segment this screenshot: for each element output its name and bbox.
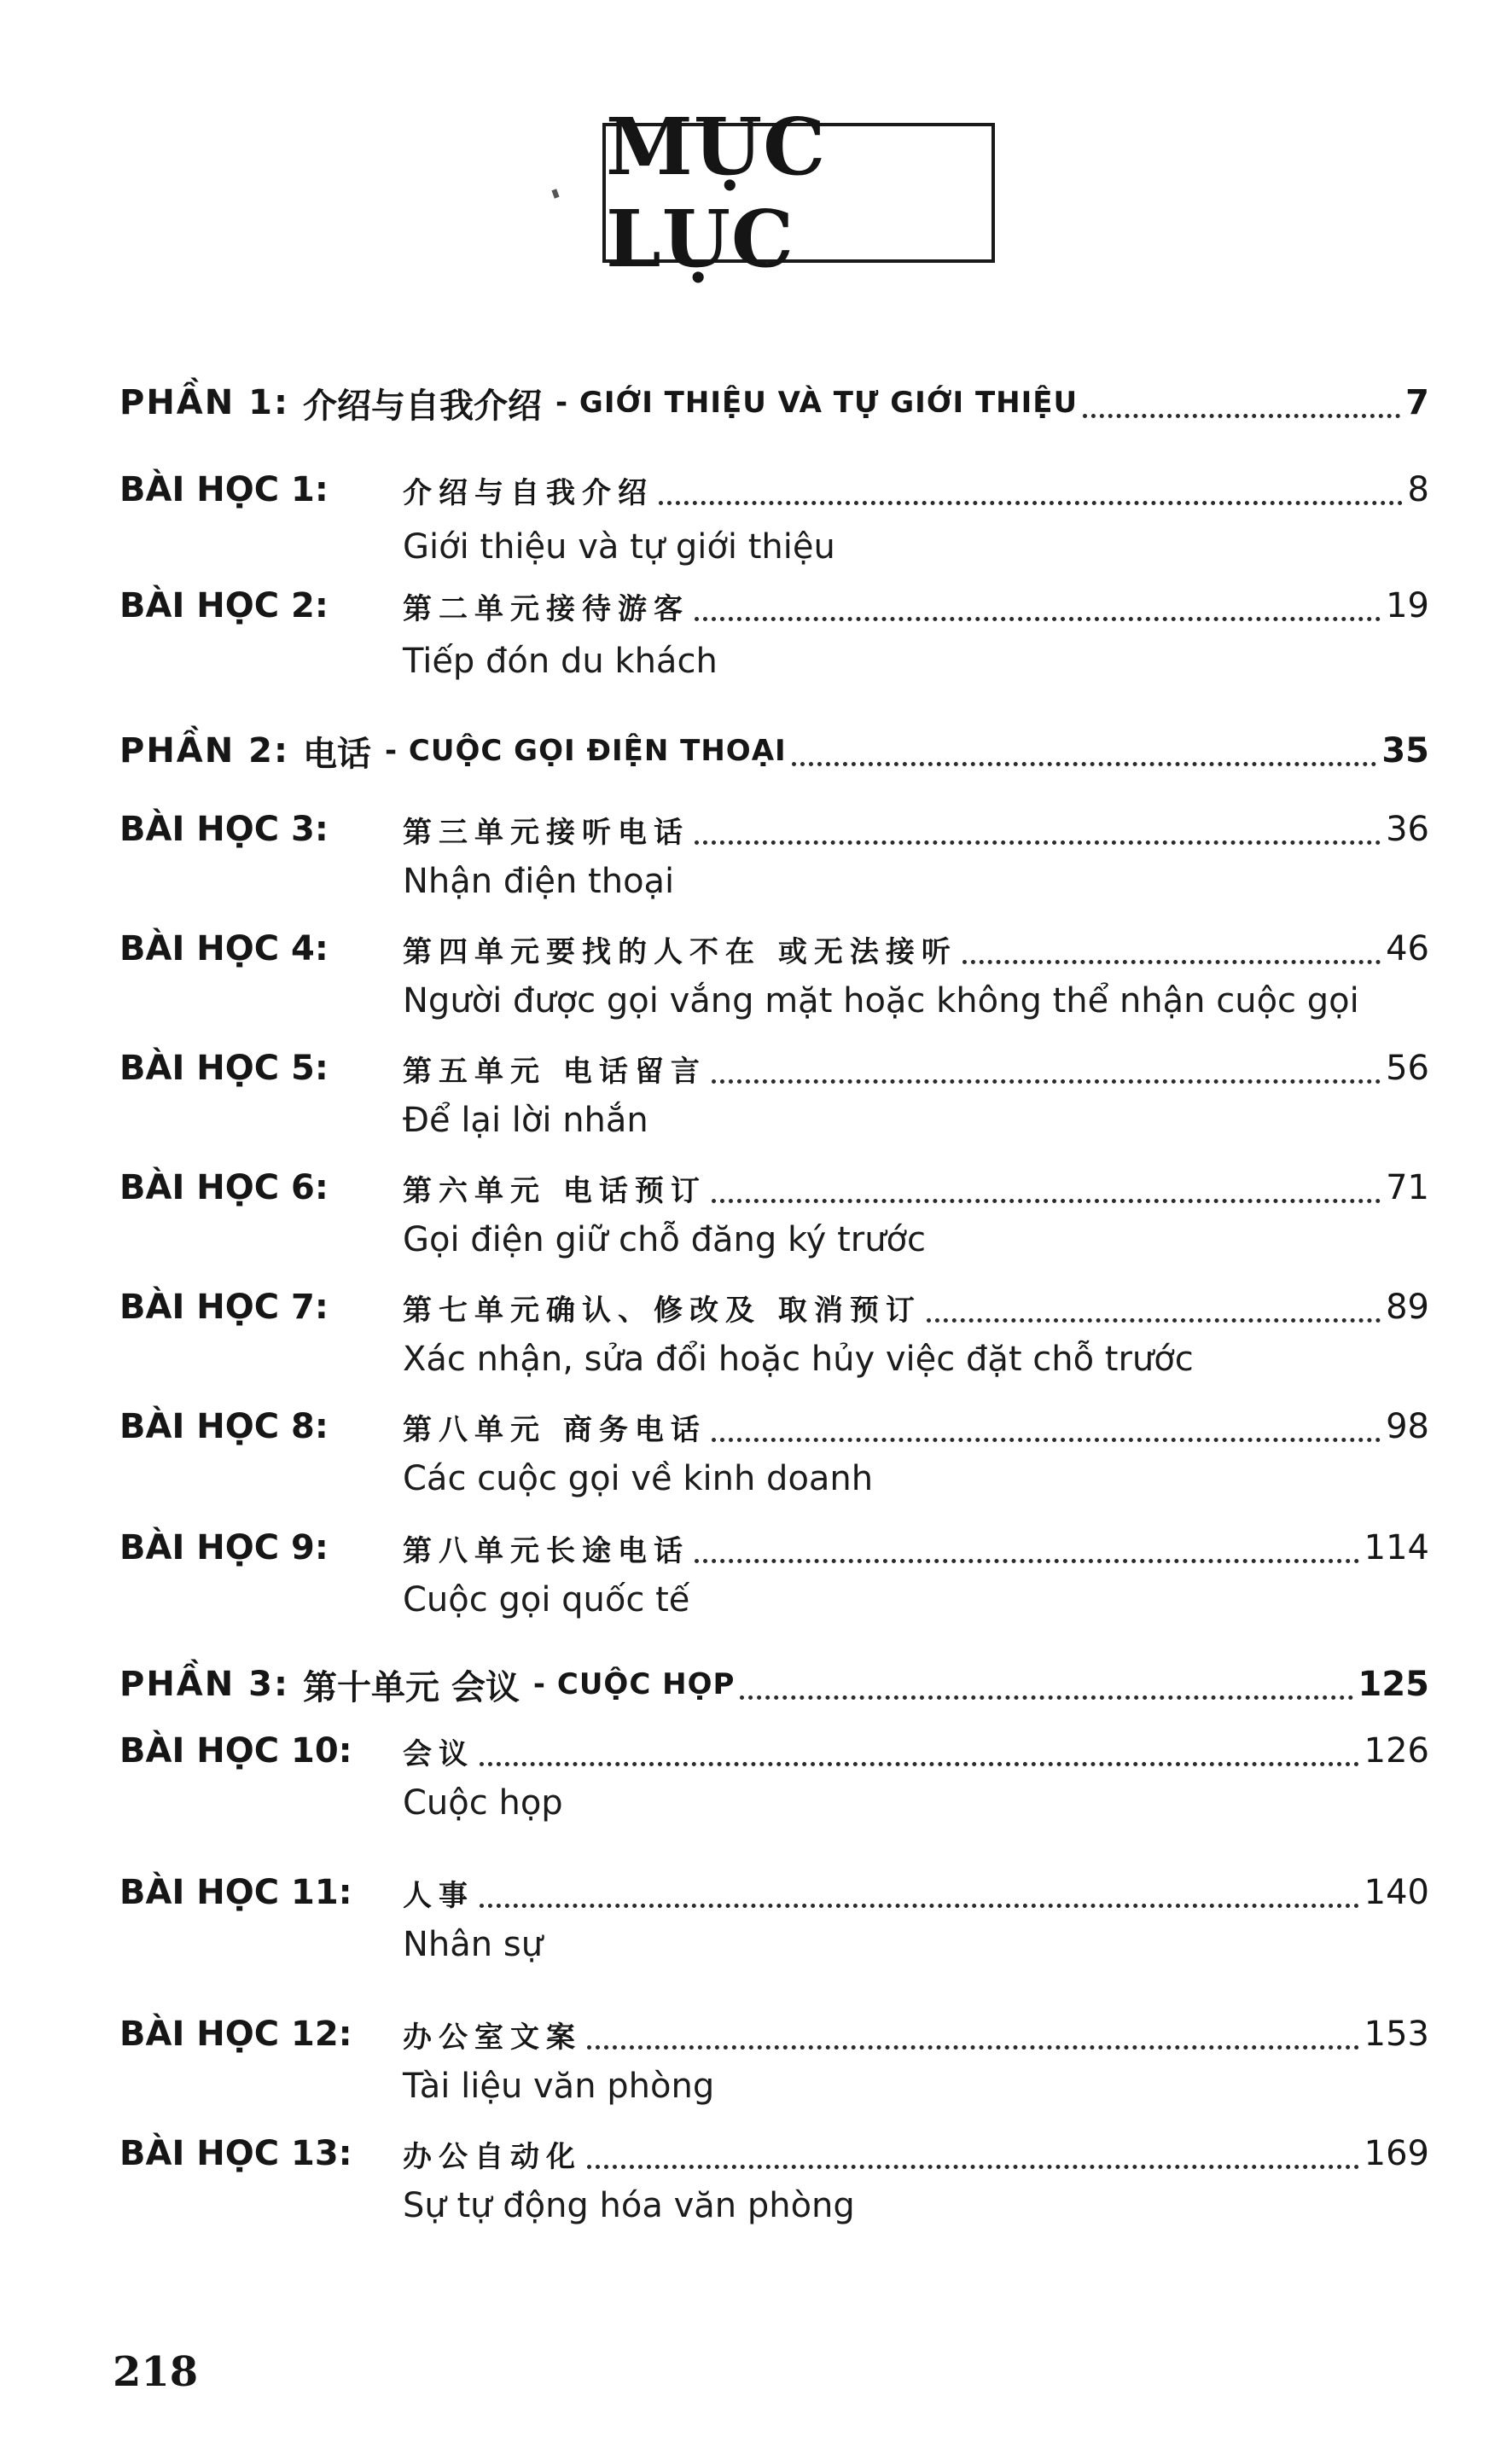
lesson-vietnamese-title: Để lại lời nhắn: [403, 1101, 648, 1140]
dot-leader: [659, 477, 1403, 505]
footer-page-number: 218: [113, 2348, 199, 2396]
page-number: 169: [1364, 2134, 1429, 2173]
lesson-chinese-title: 介绍与自我介绍: [403, 475, 654, 510]
page-number: 140: [1364, 1873, 1429, 1912]
lesson-row: [119, 1280, 1429, 1335]
lesson-chinese-title: 第八单元长途电话: [403, 1533, 689, 1568]
page-number: 56: [1386, 1049, 1429, 1088]
lesson-row: [119, 1399, 1429, 1454]
dot-leader: [962, 936, 1381, 964]
page-number: 36: [1386, 810, 1429, 849]
lesson-vietnamese-title: Tài liệu văn phòng: [403, 2067, 715, 2106]
lesson-row: [119, 1724, 1429, 1778]
lesson-row: [119, 2007, 1429, 2061]
page-number: 35: [1381, 731, 1429, 771]
stray-mark: [551, 189, 559, 198]
lesson-chinese-title: 第三单元接听电话: [403, 815, 689, 850]
lesson-vietnamese-title: Người được gọi vắng mặt hoặc không thể nhận cuộc gọi: [403, 981, 1359, 1021]
dot-leader: [480, 1880, 1359, 1908]
section-chinese-title: 介绍与自我介绍: [302, 386, 542, 426]
dot-leader: [695, 817, 1381, 845]
section-chinese-title: 电话: [302, 734, 371, 774]
lesson-row: [119, 2126, 1429, 2181]
dot-leader: [695, 1535, 1359, 1563]
lesson-chinese-title: 第六单元 电话预订: [403, 1173, 707, 1208]
lesson-label: BÀI HỌC 9:: [119, 1528, 329, 1567]
lesson-row: [119, 579, 1429, 633]
lesson-vietnamese-title: Gọi điện giữ chỗ đăng ký trước: [403, 1220, 927, 1259]
lesson-row: [119, 1041, 1429, 1096]
page-number: 125: [1358, 1665, 1429, 1704]
lesson-chinese-title: 第七单元确认、修改及 取消预订: [403, 1293, 922, 1328]
lesson-label: BÀI HỌC 11:: [119, 1873, 352, 1912]
dot-leader: [1083, 390, 1400, 418]
lesson-label: BÀI HỌC 5:: [119, 1049, 329, 1088]
lesson-row: [119, 1160, 1429, 1215]
lesson-vietnamese-title: Cuộc gọi quốc tế: [403, 1580, 690, 1620]
section-row: [119, 724, 1429, 778]
page-number: 71: [1386, 1168, 1429, 1207]
lesson-vietnamese-title: Các cuộc gọi về kinh doanh: [403, 1459, 874, 1498]
section-vietnamese-title: - GIỚI THIỆU VÀ TỰ GIỚI THIỆU: [555, 386, 1079, 420]
dot-leader: [712, 1175, 1381, 1203]
lesson-row: [119, 1521, 1429, 1575]
page-number: 98: [1386, 1407, 1429, 1446]
lesson-label: BÀI HỌC 7:: [119, 1288, 329, 1327]
section-vietnamese-title: - CUỘC GỌI ĐIỆN THOẠI: [384, 734, 787, 768]
lesson-vietnamese-title: Cuộc họp: [403, 1783, 563, 1823]
title-box: [602, 101, 995, 285]
lesson-vietnamese-title: Xác nhận, sửa đổi hoặc hủy việc đặt chỗ trước: [403, 1340, 1194, 1379]
lesson-label: BÀI HỌC 4:: [119, 929, 329, 968]
section-label: PHẦN 1:: [119, 383, 289, 422]
dot-leader: [480, 1738, 1359, 1766]
lesson-chinese-title: 第二单元接待游客: [403, 591, 689, 626]
lesson-chinese-title: 第四单元要找的人不在 或无法接听: [403, 934, 957, 969]
lesson-chinese-title: 会议: [403, 1736, 474, 1771]
page-number: 114: [1364, 1528, 1429, 1567]
lesson-row: [119, 802, 1429, 857]
page-number: 126: [1364, 1731, 1429, 1771]
section-chinese-title: 第十单元 会议: [302, 1667, 520, 1707]
section-label: PHẦN 2:: [119, 731, 289, 771]
page-number: 19: [1386, 586, 1429, 625]
lesson-vietnamese-title: Giới thiệu và tự giới thiệu: [403, 527, 835, 567]
section-label: PHẦN 3:: [119, 1665, 289, 1704]
lesson-label: BÀI HỌC 10:: [119, 1731, 352, 1771]
lesson-row: [119, 462, 1429, 517]
dot-leader: [712, 1414, 1381, 1442]
lesson-row: [119, 922, 1429, 976]
lesson-chinese-title: 第五单元 电话留言: [403, 1054, 707, 1089]
lesson-chinese-title: 人事: [403, 1878, 474, 1913]
lesson-label: BÀI HỌC 8:: [119, 1407, 329, 1446]
lesson-vietnamese-title: Sự tự động hóa văn phòng: [403, 2186, 855, 2225]
lesson-label: BÀI HỌC 12:: [119, 2015, 352, 2054]
page-number: 7: [1405, 383, 1429, 422]
lesson-chinese-title: 第八单元 商务电话: [403, 1412, 707, 1447]
page-title: MỤC LỤC: [606, 101, 827, 285]
lesson-label: BÀI HỌC 1:: [119, 470, 329, 509]
lesson-label: BÀI HỌC 13:: [119, 2134, 352, 2173]
lesson-label: BÀI HỌC 3:: [119, 810, 329, 849]
dot-leader: [792, 738, 1377, 766]
lesson-row: [119, 1865, 1429, 1920]
lesson-vietnamese-title: Tiếp đón du khách: [403, 642, 718, 681]
page-number: 153: [1364, 2015, 1429, 2054]
lesson-vietnamese-title: Nhân sự: [403, 1925, 544, 1964]
dot-leader: [712, 1055, 1381, 1084]
section-row: [119, 1657, 1429, 1712]
page-number: 89: [1386, 1288, 1429, 1327]
section-row: [119, 375, 1429, 430]
page-number: 8: [1407, 470, 1429, 509]
dot-leader: [587, 2021, 1359, 2050]
dot-leader: [740, 1672, 1352, 1700]
dot-leader: [927, 1294, 1381, 1323]
dot-leader: [695, 593, 1381, 621]
lesson-label: BÀI HỌC 2:: [119, 586, 329, 625]
section-vietnamese-title: - CUỘC HỌP: [532, 1667, 736, 1701]
lesson-label: BÀI HỌC 6:: [119, 1168, 329, 1207]
lesson-chinese-title: 办公自动化: [403, 2139, 582, 2174]
lesson-chinese-title: 办公室文案: [403, 2020, 582, 2055]
dot-leader: [587, 2141, 1359, 2169]
lesson-vietnamese-title: Nhận điện thoại: [403, 862, 675, 901]
page-number: 46: [1386, 929, 1429, 968]
